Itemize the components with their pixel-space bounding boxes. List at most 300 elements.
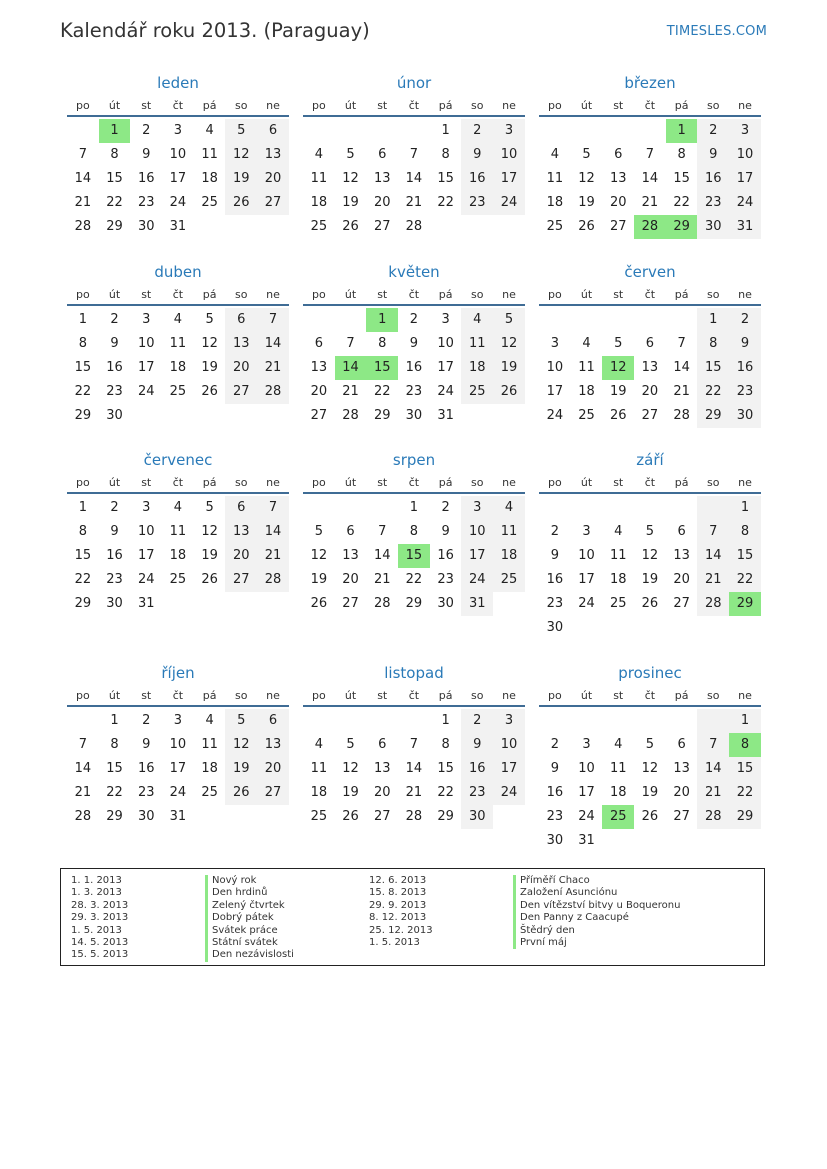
day-cell: 30	[546, 620, 564, 635]
day-cell: 4	[461, 308, 493, 332]
day-cell: 25	[578, 408, 595, 423]
weekday-label: po	[75, 99, 90, 112]
day-cell: 6	[346, 524, 355, 539]
weekday-header	[303, 285, 525, 306]
day-cell: 22	[437, 785, 454, 800]
day-cell: 23	[106, 384, 123, 399]
day-cell: 25	[169, 572, 187, 587]
day-cell: 11	[169, 524, 187, 539]
day-cell: 11	[609, 761, 627, 776]
weekday-label: so	[707, 288, 720, 301]
month-name: duben	[154, 263, 202, 281]
weekday-label: út	[344, 476, 357, 489]
empty-cell	[67, 119, 99, 143]
day-cell: 28	[673, 408, 690, 423]
day-cell: 23	[729, 380, 761, 404]
day-grid	[67, 308, 289, 428]
day-cell: 22	[729, 568, 761, 592]
empty-cell	[697, 709, 729, 733]
day-cell: 29	[74, 596, 92, 611]
weekday-label: po	[311, 689, 326, 702]
day-cell: 11	[201, 147, 218, 162]
legend-holiday-name: Dobrý pátek	[205, 912, 294, 924]
day-cell: 24	[137, 572, 155, 587]
legend-names-1	[205, 875, 294, 962]
holiday-day-cell: 1	[666, 119, 698, 143]
empty-cell	[602, 119, 634, 143]
weekday-header	[303, 686, 525, 707]
empty-cell	[539, 308, 571, 332]
day-cell: 12	[342, 171, 359, 186]
day-cell: 5	[225, 709, 257, 733]
holiday-day-cell: 1	[99, 119, 131, 143]
holiday-day-cell: 15	[366, 356, 398, 380]
day-cell: 30	[437, 596, 454, 611]
legend-date: 8. 12. 2013	[369, 912, 427, 924]
weekday-label: st	[613, 689, 624, 702]
day-cell: 26	[609, 408, 627, 423]
day-cell: 26	[342, 219, 359, 234]
legend-holiday-name: Den Panny z Caacupé	[513, 912, 680, 924]
day-cell: 9	[729, 332, 761, 356]
weekday-label: pá	[438, 476, 453, 489]
day-grid	[539, 119, 761, 239]
weekday-label: po	[311, 99, 326, 112]
day-cell: 22	[405, 572, 423, 587]
day-cell: 10	[437, 336, 454, 351]
month-block	[67, 450, 289, 616]
weekday-label: po	[547, 99, 562, 112]
weekday-label: čt	[644, 476, 656, 489]
day-cell: 27	[373, 809, 391, 824]
weekday-label: po	[311, 288, 326, 301]
day-cell: 17	[137, 548, 155, 563]
day-cell: 19	[201, 548, 218, 563]
weekday-label: čt	[408, 288, 420, 301]
day-cell: 16	[106, 548, 123, 563]
legend-holiday-name: Svátek práce	[205, 925, 294, 937]
day-cell: 11	[201, 737, 218, 752]
weekday-label: ne	[738, 288, 752, 301]
day-cell: 10	[493, 733, 525, 757]
day-cell: 29	[405, 596, 423, 611]
weekday-label: st	[613, 288, 624, 301]
day-cell: 21	[697, 781, 729, 805]
weekday-label: so	[235, 288, 248, 301]
empty-cell	[602, 709, 634, 733]
weekday-label: ne	[266, 99, 280, 112]
day-cell: 8	[441, 147, 450, 162]
day-cell: 26	[342, 809, 359, 824]
day-cell: 17	[546, 384, 564, 399]
day-cell: 30	[137, 219, 155, 234]
day-cell: 31	[578, 833, 595, 848]
day-cell: 4	[614, 737, 623, 752]
day-cell: 2	[729, 308, 761, 332]
day-cell: 8	[441, 737, 450, 752]
day-cell: 4	[205, 713, 214, 728]
month-name: září	[636, 451, 664, 469]
weekday-label: po	[547, 689, 562, 702]
day-cell: 7	[78, 737, 87, 752]
day-cell: 15	[106, 761, 123, 776]
weekday-label: čt	[644, 288, 656, 301]
day-cell: 3	[461, 496, 493, 520]
day-cell: 7	[257, 496, 289, 520]
day-cell: 24	[578, 809, 595, 824]
day-cell: 8	[110, 147, 119, 162]
day-cell: 17	[169, 761, 187, 776]
day-cell: 21	[74, 785, 92, 800]
weekday-label: čt	[172, 476, 184, 489]
day-cell: 27	[257, 191, 289, 215]
day-cell: 6	[378, 147, 387, 162]
day-cell: 25	[493, 568, 525, 592]
weekday-label: út	[580, 288, 593, 301]
day-cell: 25	[461, 380, 493, 404]
legend-holiday-name: Den hrdinů	[205, 887, 294, 899]
empty-cell	[366, 119, 398, 143]
day-cell: 31	[137, 596, 155, 611]
day-cell: 15	[437, 761, 454, 776]
day-cell: 20	[257, 167, 289, 191]
day-grid	[303, 709, 525, 829]
day-cell: 29	[729, 805, 761, 829]
day-cell: 16	[405, 360, 423, 375]
weekday-label: čt	[172, 288, 184, 301]
day-cell: 6	[257, 709, 289, 733]
day-cell: 4	[314, 737, 323, 752]
day-cell: 19	[225, 167, 257, 191]
weekday-label: ne	[266, 288, 280, 301]
weekday-label: po	[75, 689, 90, 702]
day-cell: 6	[314, 336, 323, 351]
empty-cell	[602, 308, 634, 332]
day-cell: 29	[373, 408, 391, 423]
month-block	[67, 73, 289, 239]
day-cell: 16	[546, 572, 564, 587]
weekday-header	[539, 285, 761, 306]
weekday-label: pá	[202, 288, 217, 301]
day-cell: 7	[346, 336, 355, 351]
day-cell: 25	[609, 596, 627, 611]
day-cell: 4	[550, 147, 559, 162]
legend-holiday-name: Nový rok	[205, 875, 294, 887]
day-cell: 5	[205, 500, 214, 515]
day-cell: 9	[110, 524, 119, 539]
day-cell: 2	[441, 500, 450, 515]
day-cell: 26	[201, 384, 218, 399]
day-cell: 2	[142, 123, 151, 138]
day-cell: 15	[729, 544, 761, 568]
day-cell: 5	[493, 308, 525, 332]
legend-holiday-name: Den nezávislosti	[205, 949, 294, 961]
day-cell: 18	[310, 785, 328, 800]
day-cell: 13	[342, 548, 359, 563]
weekday-label: po	[311, 476, 326, 489]
empty-cell	[571, 496, 603, 520]
day-cell: 1	[409, 500, 419, 515]
weekday-label: st	[141, 476, 152, 489]
day-cell: 19	[225, 757, 257, 781]
weekday-label: út	[344, 689, 357, 702]
legend-holiday-name: Zelený čtvrtek	[205, 900, 294, 912]
legend-date: 15. 8. 2013	[369, 887, 427, 899]
day-cell: 24	[137, 384, 155, 399]
empty-cell	[303, 496, 335, 520]
weekday-label: pá	[438, 689, 453, 702]
day-cell: 16	[137, 171, 155, 186]
empty-cell	[398, 709, 430, 733]
day-cell: 16	[106, 360, 123, 375]
day-cell: 24	[729, 191, 761, 215]
day-cell: 22	[106, 785, 123, 800]
weekday-label: čt	[408, 689, 420, 702]
legend-date: 1. 5. 2013	[369, 936, 420, 948]
day-cell: 20	[257, 757, 289, 781]
weekday-label: út	[580, 689, 593, 702]
weekday-label: út	[580, 99, 593, 112]
day-cell: 10	[493, 143, 525, 167]
weekday-label: út	[108, 476, 121, 489]
day-cell: 13	[225, 520, 257, 544]
weekday-header	[539, 96, 761, 117]
day-cell: 17	[137, 360, 155, 375]
weekday-label: út	[108, 99, 121, 112]
weekday-label: pá	[202, 99, 217, 112]
empty-cell	[666, 709, 698, 733]
day-cell: 28	[257, 380, 289, 404]
holiday-day-cell: 28	[634, 215, 666, 239]
day-cell: 24	[493, 781, 525, 805]
day-cell: 23	[697, 191, 729, 215]
empty-cell	[571, 709, 603, 733]
weekday-header	[303, 96, 525, 117]
month-block	[67, 262, 289, 428]
day-cell: 6	[677, 737, 686, 752]
legend-holiday-name: Založení Asunciónu	[513, 887, 680, 899]
day-cell: 12	[201, 336, 218, 351]
weekday-label: po	[547, 476, 562, 489]
day-cell: 22	[373, 384, 391, 399]
day-cell: 9	[461, 733, 493, 757]
day-cell: 21	[697, 568, 729, 592]
holiday-day-cell: 15	[398, 544, 430, 568]
legend-dates-2	[369, 875, 433, 949]
day-cell: 25	[201, 195, 218, 210]
legend-holiday-name: Den vítězství bitvy u Boqueronu	[513, 900, 680, 912]
day-cell: 14	[257, 332, 289, 356]
day-cell: 5	[346, 737, 355, 752]
weekday-label: ne	[266, 689, 280, 702]
month-name: leden	[157, 74, 199, 92]
day-cell: 10	[169, 737, 187, 752]
day-cell: 20	[373, 785, 391, 800]
day-cell: 21	[373, 572, 391, 587]
day-cell: 23	[137, 195, 155, 210]
day-cell: 16	[461, 167, 493, 191]
day-cell: 11	[461, 332, 493, 356]
day-cell: 9	[142, 737, 151, 752]
day-cell: 1	[697, 308, 729, 332]
day-cell: 1	[110, 713, 119, 728]
day-cell: 16	[437, 548, 454, 563]
day-cell: 22	[437, 195, 454, 210]
day-cell: 19	[578, 195, 595, 210]
empty-cell	[571, 119, 603, 143]
holiday-day-cell: 1	[366, 308, 398, 332]
day-cell: 19	[310, 572, 328, 587]
weekday-label: út	[580, 476, 593, 489]
day-cell: 12	[201, 524, 218, 539]
day-cell: 10	[578, 548, 595, 563]
day-cell: 5	[314, 524, 323, 539]
day-cell: 28	[405, 809, 423, 824]
day-cell: 28	[74, 809, 92, 824]
weekday-label: po	[547, 288, 562, 301]
weekday-label: so	[471, 689, 484, 702]
day-cell: 29	[106, 219, 123, 234]
legend-holiday-name: Státní svátek	[205, 937, 294, 949]
empty-cell	[335, 119, 367, 143]
day-grid	[303, 308, 525, 428]
weekday-header	[539, 686, 761, 707]
day-cell: 2	[461, 709, 493, 733]
month-block	[303, 450, 525, 616]
day-cell: 11	[310, 761, 328, 776]
day-cell: 23	[461, 191, 493, 215]
legend-date: 25. 12. 2013	[369, 924, 433, 936]
day-cell: 18	[310, 195, 328, 210]
day-cell: 14	[405, 171, 423, 186]
weekday-label: út	[108, 288, 121, 301]
day-cell: 20	[373, 195, 391, 210]
day-cell: 23	[546, 809, 564, 824]
day-cell: 1	[78, 500, 87, 515]
empty-cell	[303, 119, 335, 143]
weekday-label: po	[75, 476, 90, 489]
empty-cell	[539, 709, 571, 733]
legend-date: 14. 5. 2013	[71, 936, 129, 948]
day-cell: 23	[461, 781, 493, 805]
weekday-label: čt	[172, 689, 184, 702]
day-cell: 7	[78, 147, 87, 162]
day-cell: 26	[310, 596, 328, 611]
day-cell: 28	[74, 219, 92, 234]
empty-cell	[335, 496, 367, 520]
month-name: červen	[624, 263, 676, 281]
day-cell: 14	[74, 171, 92, 186]
day-cell: 19	[641, 785, 659, 800]
day-cell: 13	[373, 761, 391, 776]
holiday-day-cell: 12	[602, 356, 634, 380]
weekday-label: so	[707, 99, 720, 112]
day-cell: 15	[697, 356, 729, 380]
day-cell: 24	[461, 568, 493, 592]
weekday-label: pá	[674, 689, 689, 702]
weekday-label: ne	[738, 476, 752, 489]
day-cell: 13	[641, 360, 659, 375]
day-cell: 9	[110, 336, 119, 351]
day-cell: 26	[493, 380, 525, 404]
day-cell: 12	[225, 733, 257, 757]
legend-date: 29. 3. 2013	[71, 912, 129, 924]
day-cell: 13	[373, 171, 391, 186]
month-block	[539, 262, 761, 428]
weekday-header	[539, 473, 761, 494]
day-grid	[303, 119, 525, 239]
month-name: únor	[396, 74, 432, 92]
day-cell: 3	[142, 312, 151, 327]
weekday-label: ne	[502, 476, 516, 489]
day-cell: 6	[378, 737, 387, 752]
day-cell: 6	[614, 147, 623, 162]
day-cell: 21	[342, 384, 359, 399]
day-cell: 26	[641, 809, 659, 824]
month-name: červenec	[143, 451, 213, 469]
day-cell: 19	[342, 195, 359, 210]
day-cell: 12	[310, 548, 328, 563]
day-cell: 4	[314, 147, 323, 162]
weekday-label: čt	[644, 689, 656, 702]
day-cell: 23	[137, 785, 155, 800]
day-cell: 15	[673, 171, 690, 186]
day-cell: 27	[225, 568, 257, 592]
legend-date: 29. 9. 2013	[369, 899, 427, 911]
weekday-label: st	[613, 99, 624, 112]
day-cell: 3	[582, 524, 591, 539]
month-name: prosinec	[618, 664, 682, 682]
weekday-label: pá	[674, 288, 689, 301]
day-cell: 17	[578, 572, 595, 587]
holiday-day-cell: 25	[602, 805, 634, 829]
weekday-label: st	[377, 689, 388, 702]
day-cell: 7	[697, 520, 729, 544]
day-grid	[67, 496, 289, 616]
day-cell: 15	[74, 548, 92, 563]
day-cell: 7	[409, 147, 419, 162]
day-cell: 16	[461, 757, 493, 781]
brand-link[interactable]: TIMESLES.COM	[666, 24, 767, 39]
weekday-label: čt	[408, 476, 420, 489]
day-cell: 1	[441, 123, 450, 138]
empty-cell	[335, 308, 367, 332]
month-name: srpen	[392, 451, 436, 469]
day-cell: 17	[169, 171, 187, 186]
day-cell: 16	[697, 167, 729, 191]
weekday-label: čt	[408, 99, 420, 112]
day-cell: 6	[225, 308, 257, 332]
day-cell: 19	[641, 572, 659, 587]
day-cell: 19	[609, 384, 627, 399]
day-cell: 26	[225, 191, 257, 215]
day-cell: 28	[342, 408, 359, 423]
day-cell: 6	[225, 496, 257, 520]
day-cell: 5	[645, 737, 655, 752]
day-cell: 13	[673, 761, 690, 776]
day-cell: 18	[609, 572, 627, 587]
day-cell: 9	[441, 524, 450, 539]
weekday-label: út	[344, 288, 357, 301]
day-cell: 27	[673, 596, 690, 611]
month-name: listopad	[384, 664, 444, 682]
legend-date: 1. 3. 2013	[71, 887, 122, 899]
day-cell: 20	[673, 785, 690, 800]
day-cell: 7	[378, 524, 387, 539]
day-cell: 7	[697, 733, 729, 757]
empty-cell	[335, 709, 367, 733]
weekday-label: st	[613, 476, 624, 489]
